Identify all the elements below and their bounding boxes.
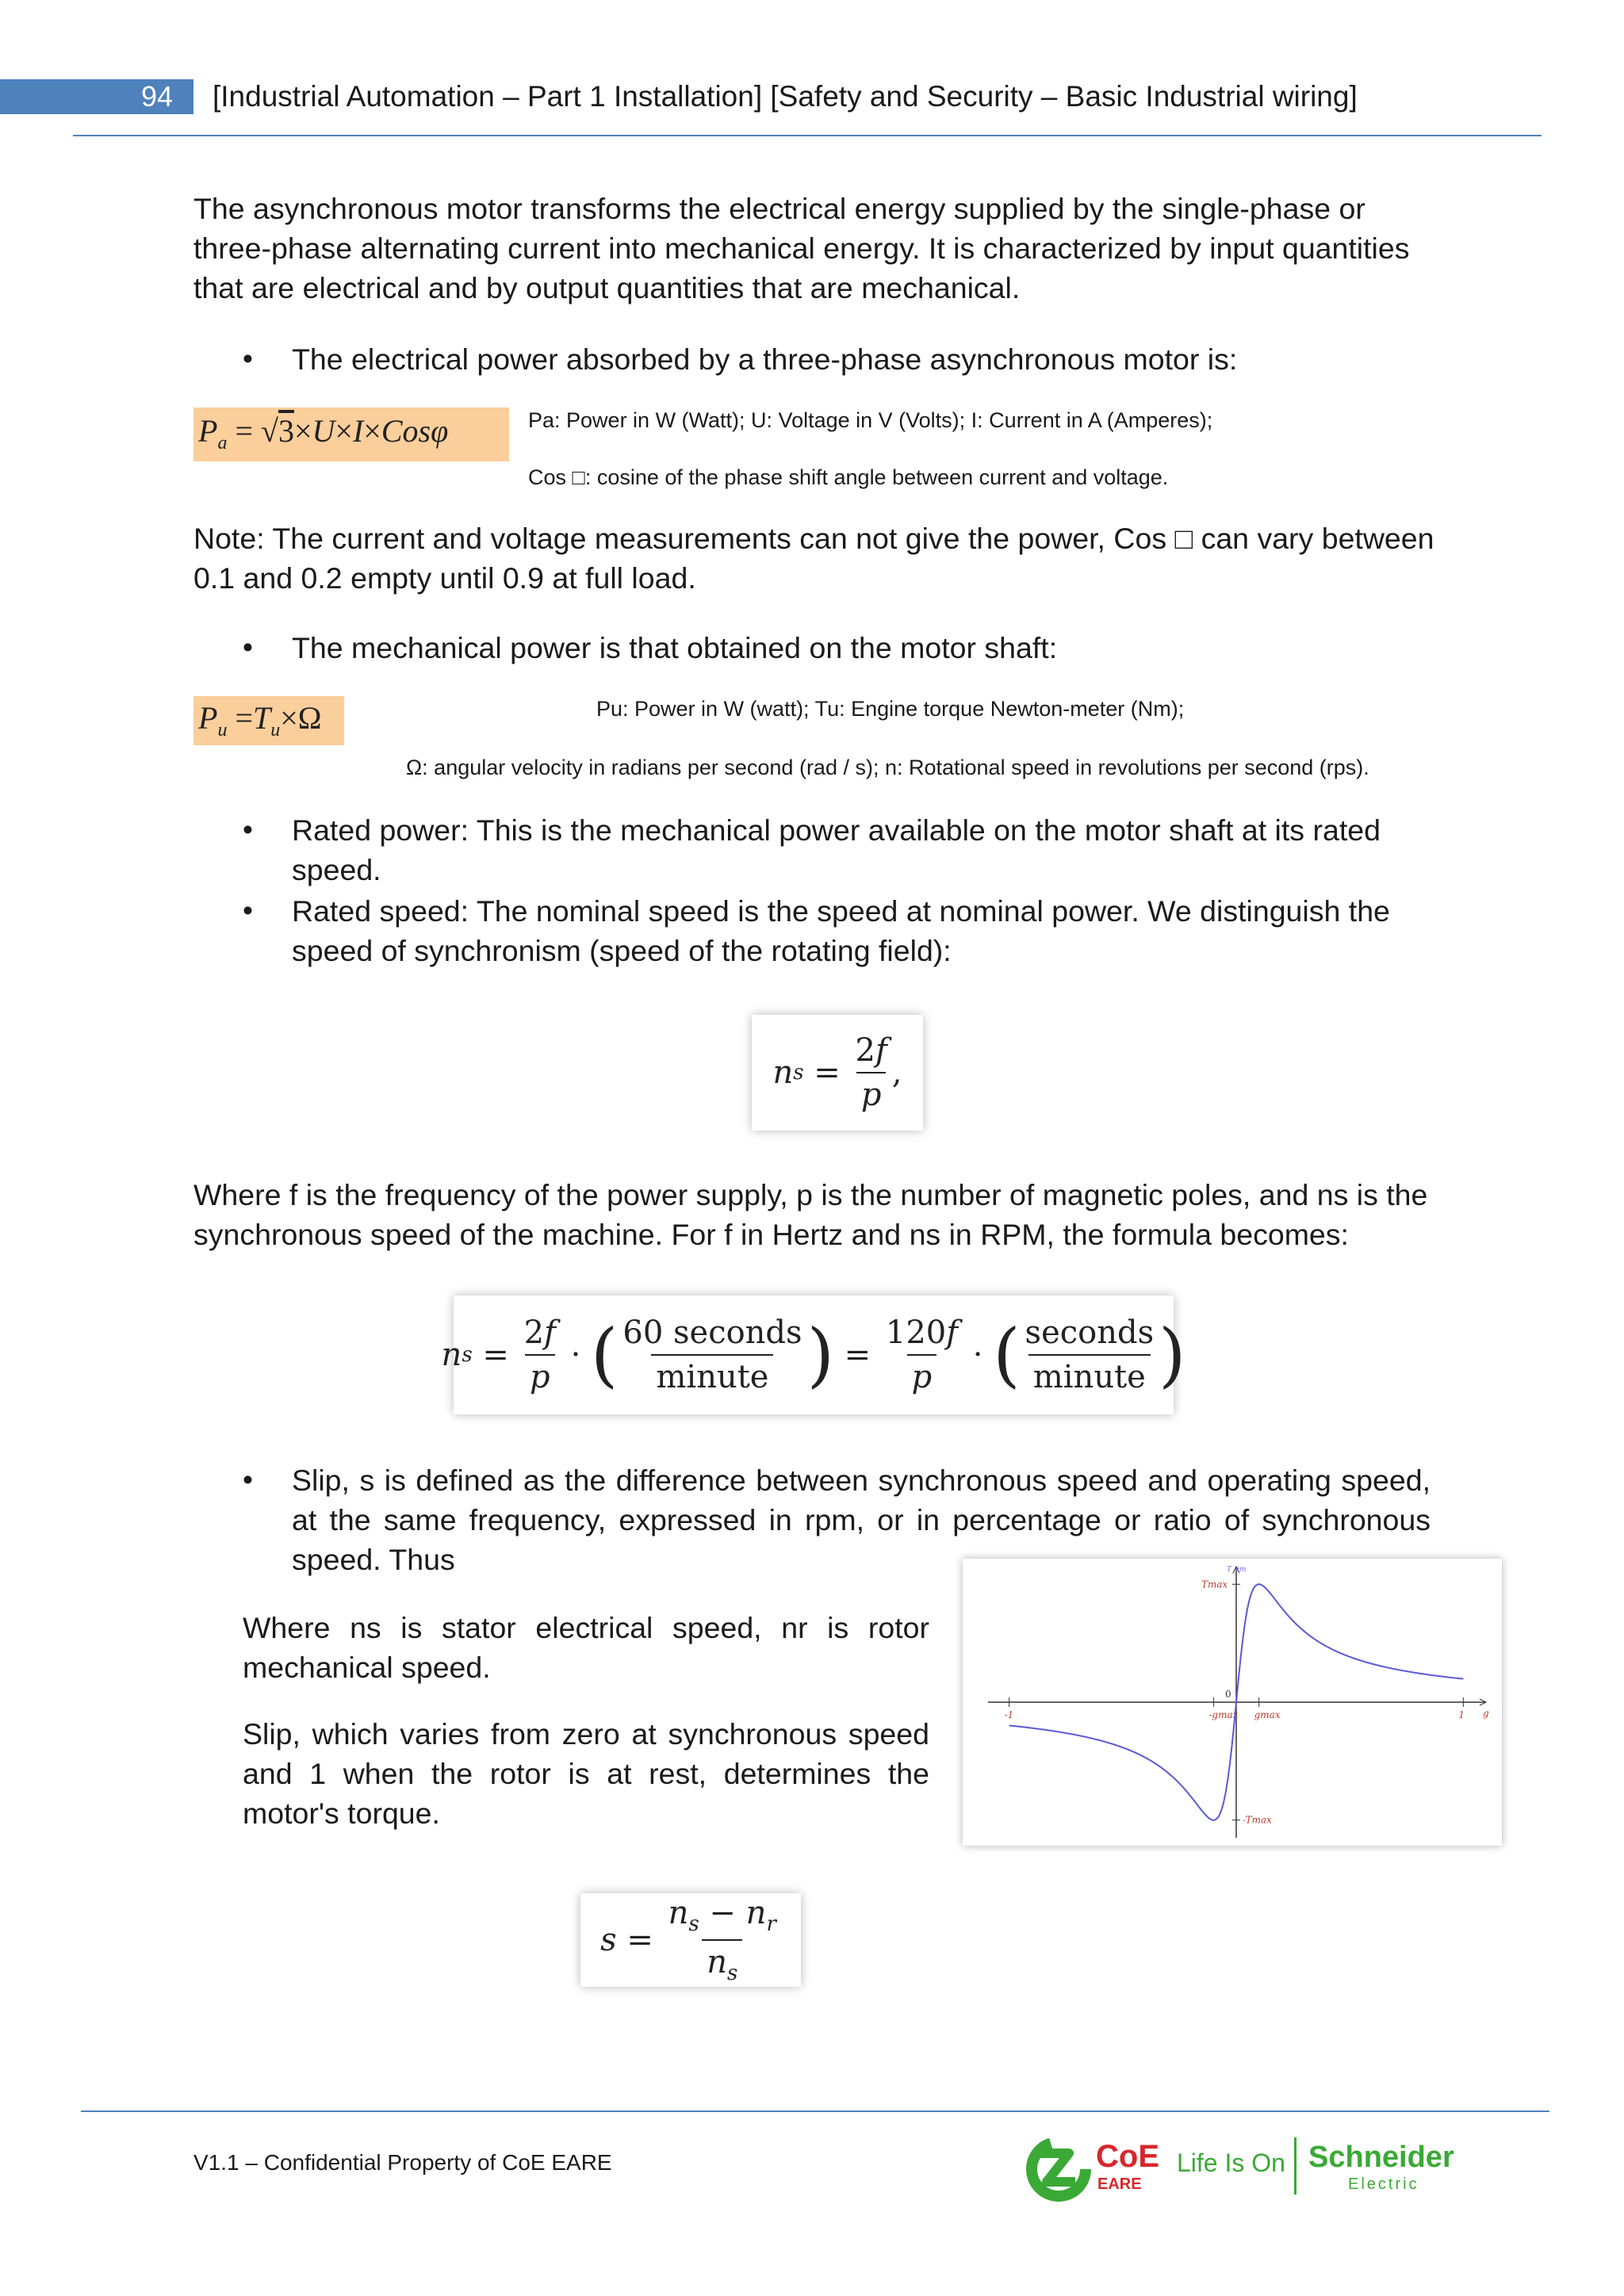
y-tick-label-tmax: Tmax [1201,1578,1228,1590]
formula-minute: minute [651,1354,773,1395]
where-ns-paragraph: Where ns is stator electrical speed, nr is rotor mechanical speed. [243,1611,929,1684]
bullet-electrical-power: The electrical power absorbed by a three-phase asynchronous motor is: [292,342,1238,376]
formula-pa: $P_a = √3\times U\times I\times Cos\varphi$ [193,408,509,461]
formula-60-seconds: 60 seconds [622,1314,802,1351]
header-rule [73,135,1542,136]
bullet-mechanical-power: The mechanical power is that obtained on the motor shaft: [292,631,1058,664]
logo-electric: Electric [1348,2175,1419,2193]
footer-rule [81,2110,1549,2112]
note-paragraph: Note: The current and voltage measurements can not give the power, Cos □ can vary between 0.1 and 0.2 empty until 0.9 at full load. [193,522,1434,595]
logo-life-is-on: Life Is On [1177,2149,1285,2177]
bullet-rated-power: Rated power: This is the mechanical power available on the motor shaft at its rated speed. [292,813,1381,886]
logo-coe: CoE [1096,2139,1159,2174]
page-number: 94 [0,79,193,114]
y-tick-label-neg-tmax: -Tmax [1243,1814,1272,1826]
header-title: [Industrial Automation – Part 1 Installation] [Safety and Security – Basic Industrial wiring] [213,80,1358,113]
formula-seconds: seconds [1025,1314,1155,1351]
formula-pu-description-1: Pu: Power in W (watt); Tu: Engine torque Newton-meter (Nm); [596,697,1185,721]
torque-slip-chart [963,1559,1502,1846]
origin-label: 0 [1225,1689,1231,1700]
bullet-dot: • [243,1464,253,1496]
where-f-paragraph: Where f is the frequency of the power supply, p is the number of magnetic poles, and ns is the synchronous speed of the machine. For f in Hertz and ns in RPM, the formula becomes: [193,1178,1428,1251]
coe-emblem-icon [1023,2133,1094,2204]
x-tick-label: -gmax [1208,1709,1239,1720]
x-axis-label: g [1483,1708,1489,1719]
bullet-slip: Slip, s is defined as the difference between synchronous speed and operating speed, at the same frequency, expressed in rpm, or in percentage or ratio of synchronous speed. Thus [292,1464,1431,1576]
bullet-rated-speed: Rated speed: The nominal speed is the speed at nominal power. We distinguish the speed of synchronism (speed of the rotating field): [292,894,1390,967]
formula-pu: $P_u =T_u\times\Omega$ [193,696,344,745]
bullet-dot: • [243,342,253,375]
formula-slip: s = $\frac{n_s - n_r}{n_s}$ [580,1893,801,1987]
formula-pu-description-2: Ω: angular velocity in radians per second (rad / s); n: Rotational speed in revolutions per second (rps). [406,756,1369,779]
footer-logos [1023,2133,1467,2204]
footer-confidential: V1.1 – Confidential Property of CoE EARE [193,2150,612,2175]
formula-synchronous-speed: n s = $\frac{2f}{p}$ , [752,1015,923,1131]
x-tick-label: -1 [1004,1709,1014,1720]
formula-synchronous-speed-rpm: n s = $\frac{2f}{p}$ · ( $\frac{\text{60 seconds}}{\text{minute}}$ ) = $\frac{120f}{p}$ · ( $\frac{\text{seconds}}{\text{minute}}$ ) [454,1295,1174,1414]
bullet-dot: • [243,631,253,664]
bullet-dot: • [243,894,253,927]
slip-varies-paragraph: Slip, which varies from zero at synchronous speed and 1 when the rotor is at rest, determines the motor's torque. [243,1717,929,1830]
logo-divider [1294,2137,1297,2195]
bullet-dot: • [243,813,253,846]
x-tick-label: gmax [1254,1709,1281,1720]
logo-schneider: Schneider [1308,2141,1454,2174]
intro-paragraph: The asynchronous motor transforms the electrical energy supplied by the single-phase or three-phase alternating current into mechanical energy. It is characterized by input quantities that are electrical and by output quantities that are mechanical. [193,192,1410,304]
torque-slip-chart-svg [963,1559,1502,1846]
formula-minute-2: minute [1028,1354,1151,1395]
x-tick-label: 1 [1458,1709,1465,1720]
y-axis-label: T_em [1227,1566,1247,1574]
logo-eare: EARE [1097,2175,1142,2193]
formula-pa-description-2: Cos □: cosine of the phase shift angle between current and voltage. [528,465,1169,489]
formula-pa-description-1: Pa: Power in W (Watt); U: Voltage in V (Volts); I: Current in A (Amperes); [528,408,1213,432]
